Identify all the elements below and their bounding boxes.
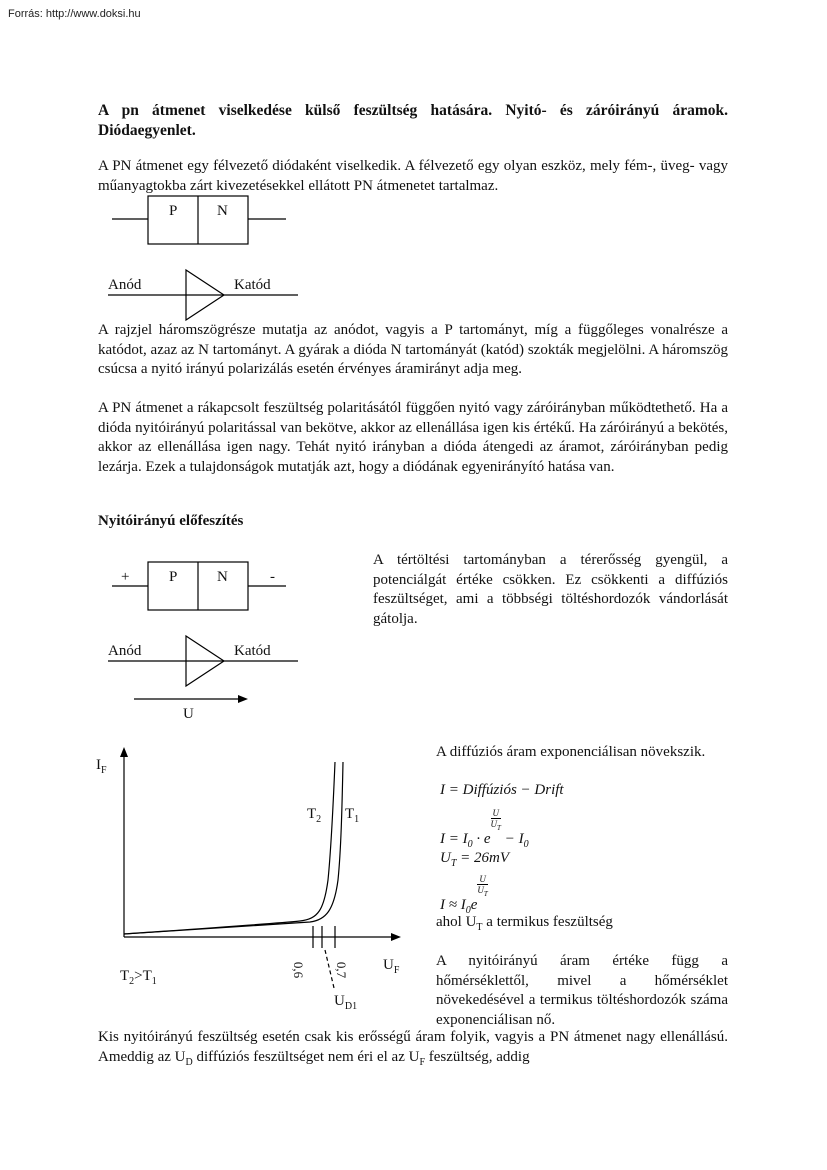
minus-sign: - [270,569,275,585]
plus-sign: + [121,569,130,585]
anode-label-1: Anód [108,277,142,293]
temperature-comparison: $T_2>T_1$ [120,968,157,987]
ud1-label: $U_{D1}$ [334,993,358,1012]
tick-label-07: 0,7 [334,961,350,979]
equation-2: $I = I_0 \cdot e$ $\frac{U}{U_T}$ − $I_0$ [440,808,529,850]
cathode-label-2: Katód [234,643,271,659]
diode-characteristic-graph [124,754,394,988]
symbol-paragraph: A rajzjel háromszögrésze mutatja az anódot, vagyis a P tartományt, míg a függőleges vonalrésze a katódot, azaz az N tartományt. A gyárak a dióda N tartományát (katód) szokták megjelölni. A háromszög csúcsa a nyitó irányú polarizálás esetén érvényes áramirányt adja meg. [98,322,728,377]
curve-t2 [124,762,335,934]
polarity-paragraph: A PN átmenet a rákapcsolt feszültség polaritásától függően nyitó vagy záróirányban működtethető. Ha a dióda nyitóirányú polaritással van bekötve, akkor az ellenállása igen kis értékű. Ha záróirányú a bekötés, akkor az ellenállása igen nagy. Tehát nyitó irányban a dióda átengedi az áramot, záróirányban pedig lezárja. Ezek a tulajdonságok mutatják azt, hogy a diódának egyenirányító hatása van. [98,400,728,475]
tick-label-06: 0,6 [291,961,307,979]
voltage-label: U [183,706,194,722]
p-region-label-1: P [169,203,178,219]
thermal-voltage-note: ahol $U_T$ a termikus feszültség [436,914,613,933]
t1-curve-label: $T_1$ [345,806,360,825]
uf-axis-label: $U_F$ [383,957,400,976]
t2-curve-label: $T_2$ [307,806,322,825]
if-axis-label: $I_F$ [96,757,107,776]
temperature-paragraph: A nyitóirányú áram értéke függ a hőmérséklettől, mivel a hőmérséklet növekedésével a termikus töltéshordozók száma exponenciálisan nő. [436,953,728,1028]
n-region-label-2: N [217,569,228,585]
p-region-label-2: P [169,569,178,585]
page-title: A pn átmenet viselkedése külső feszültség hatására. Nyitó- és záróirányú áramok. Diódaegyenlet. [98,102,728,139]
cathode-label-1: Katód [234,277,271,293]
equation-1: I = Diffúziós − Drift [440,782,564,798]
n-region-label-1: N [217,203,228,219]
depletion-paragraph: A tértöltési tartományban a térerősség gyengül, a potenciálgát értéke csökken. Ez csökkenti a diffúziós feszültséget, ami a többségi töltéshordozók vándorlását gátolja. [373,552,728,627]
diffusion-intro: A diffúziós áram exponenciálisan növekszik. [436,744,706,760]
intro-paragraph: A PN átmenet egy félvezető diódaként viselkedik. A félvezető egy olyan eszköz, mely fém-, üveg- vagy műanyagtokba zárt kivezetésekkel ellátott PN átmenetet tartalmaz. [98,158,728,194]
source-label: Forrás: http://www.doksi.hu [8,8,141,20]
equation-4: $I \approx I_0e$ $\frac{U}{U_T}$ [440,874,488,916]
section-heading: Nyitóirányú előfeszítés [98,513,244,529]
equation-3: $U_T = 26mV$ [440,850,510,869]
bottom-paragraph: Kis nyitóirányú feszültség esetén csak kis erősségű áram folyik, vagyis a PN átmenet nagy ellenállású. Ameddig az $U_D$ diffúziós feszültséget nem éri el az $U_F$ feszültség, addig [98,1029,728,1068]
curve-t1 [124,762,343,934]
anode-label-2: Anód [108,643,142,659]
